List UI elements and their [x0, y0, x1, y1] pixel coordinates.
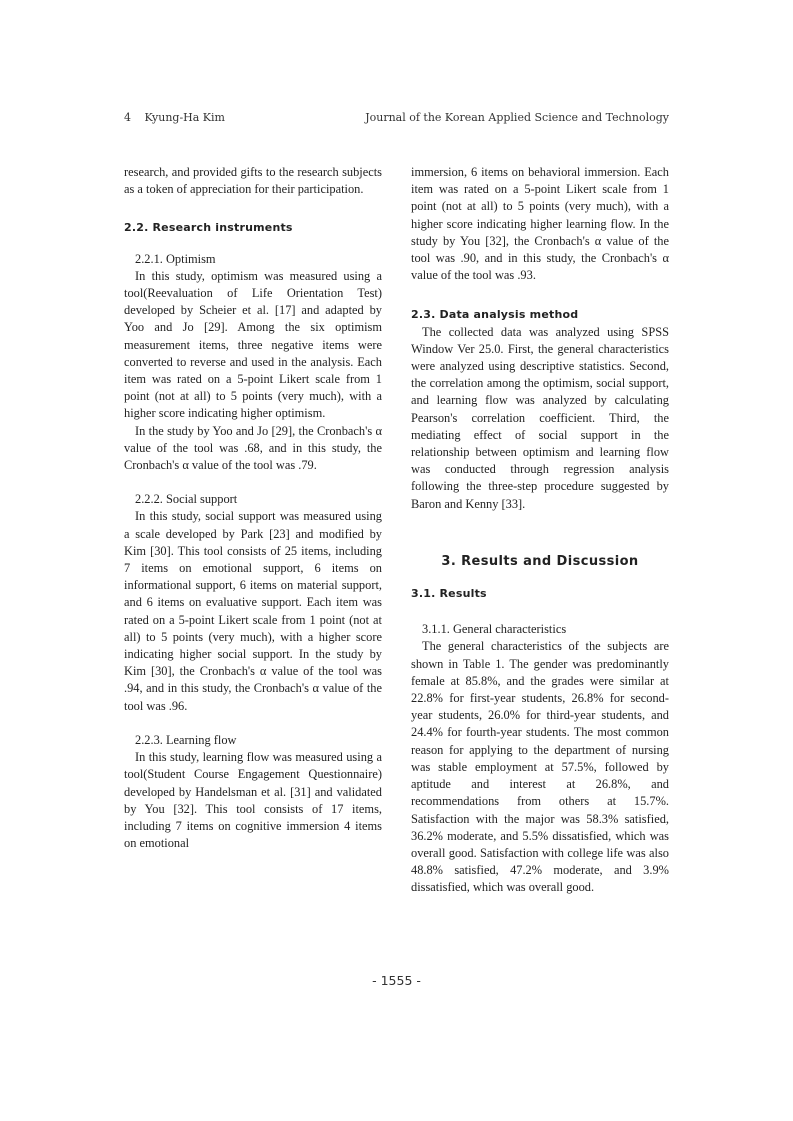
subsection-heading-general-characteristics: 3.1.1. General characteristics: [422, 622, 567, 637]
paragraph-optimism-1: In this study, optimism was measured using a tool(Reevaluation of Life Orientation Test) developed by Scheier et al. [17] and adapted by Yoo and Jo [29]. Among the six optimism measurement items, three negative items were converted to reverse and used in the analysis. Each item was rated on a 5-point Likert scale from 1 point (not at all) to 5 points (very much), with a higher score indicating higher optimism.: [124, 268, 382, 421]
subsection-heading-learning-flow: 2.2.3. Learning flow: [135, 732, 237, 747]
paragraph-data-analysis: The collected data was analyzed using SPSS Window Ver 25.0. First, the general characteristics were analyzed using descriptive statistics. Second, the correlation among the optimism, social support, and learning flow was analyzed by calculating Pearson's correlation coefficient. Third, the mediating effect of social support in the relationship between optimism and learning flow was conducted through regression analysis following the three-step procedure suggested by Baron and Kenny [33].: [411, 324, 669, 511]
paragraph-general-characteristics: The general characteristics of the subjects are shown in Table 1. The gender was predominantly female at 85.8%, and the grades were similar at 22.8% for first-year students, 26.8% for second-year students, 26.0% for third-year students, and 24.4% for fourth-year students. The most common reason for applying to the department of nursing was stable employment at 57.5%, followed by aptitude and interest at 26.8%, and recommendations from others at 15.7%. Satisfaction with the major was 58.3% satisfied, 36.2% moderate, and 5.5% dissatisfied, which was overall good. Satisfaction with college life was also 48.8% satisfied, 47.2% moderate, and 3.9% dissatisfied, which was overall good.: [411, 639, 669, 895]
subsection-heading-optimism: 2.2.1. Optimism: [135, 251, 216, 266]
section-heading-data-analysis: 2.3. Data analysis method: [411, 308, 579, 322]
right-column: [411, 164, 669, 897]
subsection-heading-social-support: 2.2.2. Social support: [135, 492, 238, 507]
header-page-number: 4: [124, 111, 131, 124]
left-column: [124, 164, 382, 852]
paragraph-learning-flow: In this study, learning flow was measured using a tool(Student Course Engagement Questionnaire) developed by Handelsman et al. [31] and validated by You [32]. This tool consists of 17 items, including 7 items on cognitive immersion 4 items on emotional: [124, 750, 382, 851]
section-heading-research-instruments: 2.2. Research instruments: [124, 221, 293, 235]
section-heading-results: 3.1. Results: [411, 587, 487, 601]
paragraph-intro-continuation: research, and provided gifts to the research subjects as a token of appreciation for their participation.: [124, 165, 382, 197]
paragraph-social-support: In this study, social support was measured using a scale developed by Park [23] and modified by Kim [30]. This tool consists of 25 items, including 7 items on emotional support, 6 items on informational support, 6 items on material support, and 6 items on evaluative support. Each item was rated on a 5-point Likert scale from 1 point (not at all) to 5 points (very much), with a higher score indicating higher social support. In the study by Kim [30], the Cronbach's α value of the tool was .94, and in this study, the Cronbach's α value of the tool was .96.: [124, 509, 382, 713]
header-author: Kyung-Ha Kim: [144, 111, 225, 124]
page-footer-number: - 1555 -: [372, 973, 421, 988]
chapter-heading-results-discussion: 3. Results and Discussion: [441, 553, 639, 569]
running-header-left: [124, 111, 225, 124]
header-journal-title: Journal of the Korean Applied Science and Technology: [365, 111, 669, 124]
paragraph-optimism-2: In the study by Yoo and Jo [29], the Cronbach's α value of the tool was .68, and in this study, the Cronbach's α value of the tool was .79.: [124, 423, 382, 473]
paragraph-learning-flow-continuation: immersion, 6 items on behavioral immersion. Each item was rated on a 5-point Likert scale from 1 point (not at all) to 5 points (very much), with a higher score indicating higher learning flow. In the study by You [32], the Cronbach's α value of the tool was .90, and in this study, the Cronbach's α value of the tool was .93.: [411, 165, 669, 283]
